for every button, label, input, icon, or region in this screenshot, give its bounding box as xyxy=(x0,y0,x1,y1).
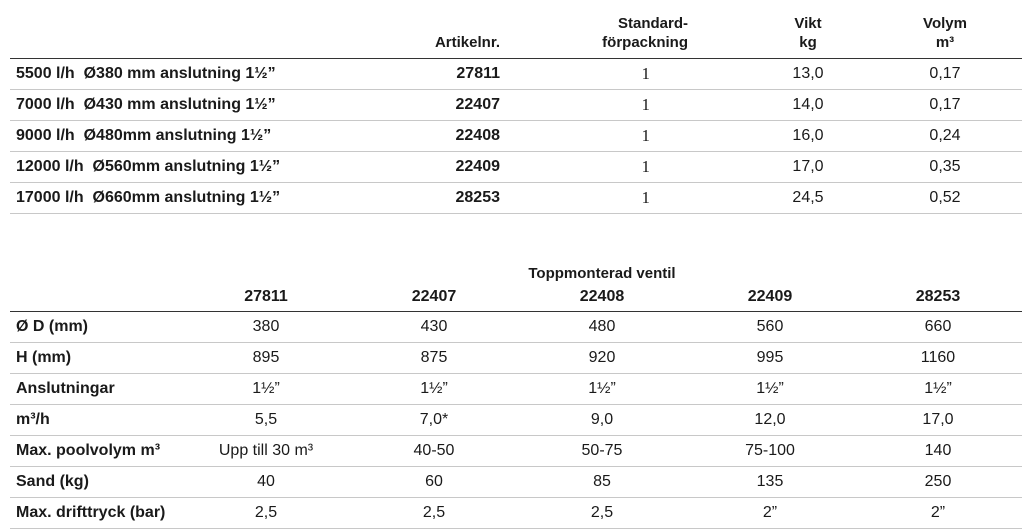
spec-value: 1½” xyxy=(518,374,686,405)
spec-value: 12,0 xyxy=(686,405,854,436)
spec-value: 135 xyxy=(686,467,854,498)
table-row xyxy=(10,312,1022,343)
artikelnr-header: Artikelnr. xyxy=(414,0,518,59)
row-label: m³/h xyxy=(10,405,182,436)
table-row xyxy=(10,343,1022,374)
spec-value: 560 xyxy=(686,312,854,343)
spec-value: 920 xyxy=(518,343,686,374)
article-number: 22409 xyxy=(414,152,518,183)
row-label: Ø D (mm) xyxy=(10,312,182,343)
standard-header xyxy=(518,0,748,59)
row-label: Sand (kg) xyxy=(10,467,182,498)
product-name: 17000 l/h Ø660mm anslutning 1½” xyxy=(10,183,414,214)
spec-value: 2,5 xyxy=(518,498,686,529)
table-row xyxy=(10,121,1022,152)
spec-value: 480 xyxy=(518,312,686,343)
table-row xyxy=(10,374,1022,405)
standard-header-line2: förpackning xyxy=(602,34,688,51)
article-number: 27811 xyxy=(414,59,518,90)
table-row xyxy=(10,498,1022,529)
volume: 0,17 xyxy=(868,90,1022,121)
spec-value: 40 xyxy=(182,467,350,498)
product-name: 12000 l/h Ø560mm anslutning 1½” xyxy=(10,152,414,183)
spec-value: 430 xyxy=(350,312,518,343)
standard-pack: 1 xyxy=(518,121,748,152)
vikt-header-line1: Vikt xyxy=(794,15,822,32)
volume: 0,35 xyxy=(868,152,1022,183)
spec-value: 1½” xyxy=(854,374,1022,405)
spec-value: 995 xyxy=(686,343,854,374)
spec-value: 40-50 xyxy=(350,436,518,467)
spec-value: 1½” xyxy=(350,374,518,405)
spec-value: 75-100 xyxy=(686,436,854,467)
row-label: Anslutningar xyxy=(10,374,182,405)
column-header: 28253 xyxy=(854,282,1022,312)
spec-value: 140 xyxy=(854,436,1022,467)
weight: 13,0 xyxy=(748,59,868,90)
standard-pack: 1 xyxy=(518,59,748,90)
specs-title-row xyxy=(10,256,1022,282)
spec-value: 9,0 xyxy=(518,405,686,436)
table-row xyxy=(10,467,1022,498)
spec-value: 85 xyxy=(518,467,686,498)
weight: 17,0 xyxy=(748,152,868,183)
table-row xyxy=(10,59,1022,90)
volym-header-line2: m³ xyxy=(935,34,955,51)
spec-value: 60 xyxy=(350,467,518,498)
article-number: 22408 xyxy=(414,121,518,152)
spec-value: 875 xyxy=(350,343,518,374)
volume: 0,24 xyxy=(868,121,1022,152)
spec-value: 380 xyxy=(182,312,350,343)
column-header: 22408 xyxy=(518,282,686,312)
spec-value: 250 xyxy=(854,467,1022,498)
article-number: 28253 xyxy=(414,183,518,214)
standard-header-line1: Standard- xyxy=(617,15,688,32)
column-header: 22407 xyxy=(350,282,518,312)
products-header-row xyxy=(10,0,1022,59)
product-name: 7000 l/h Ø430 mm anslutning 1½” xyxy=(10,90,414,121)
products-table xyxy=(10,0,1022,214)
spec-value: 1160 xyxy=(854,343,1022,374)
weight: 24,5 xyxy=(748,183,868,214)
spec-value: 50-75 xyxy=(518,436,686,467)
spec-value: 660 xyxy=(854,312,1022,343)
spec-value: 7,0* xyxy=(350,405,518,436)
product-name: 9000 l/h Ø480mm anslutning 1½” xyxy=(10,121,414,152)
standard-pack: 1 xyxy=(518,183,748,214)
column-header: 22409 xyxy=(686,282,854,312)
volym-header xyxy=(868,0,1022,59)
article-number: 22407 xyxy=(414,90,518,121)
table-row xyxy=(10,90,1022,121)
spec-value: 2,5 xyxy=(182,498,350,529)
specs-title: Toppmonterad ventil xyxy=(528,265,676,282)
specs-header-row xyxy=(10,282,1022,312)
volume: 0,52 xyxy=(868,183,1022,214)
spec-value: Upp till 30 m³ xyxy=(182,436,350,467)
spec-value: 5,5 xyxy=(182,405,350,436)
product-name: 5500 l/h Ø380 mm anslutning 1½” xyxy=(10,59,414,90)
volume: 0,17 xyxy=(868,59,1022,90)
row-label: Max. drifttryck (bar) xyxy=(10,498,182,529)
spec-value: 17,0 xyxy=(854,405,1022,436)
vikt-header xyxy=(748,0,868,59)
volym-header-line1: Volym xyxy=(923,15,967,32)
spec-value: 2,5 xyxy=(350,498,518,529)
weight: 14,0 xyxy=(748,90,868,121)
spec-value: 2” xyxy=(686,498,854,529)
vikt-header-line2: kg xyxy=(799,34,817,51)
product-header xyxy=(10,0,414,59)
table-row xyxy=(10,152,1022,183)
spec-value: 2” xyxy=(854,498,1022,529)
column-header: 27811 xyxy=(182,282,350,312)
weight: 16,0 xyxy=(748,121,868,152)
row-label: H (mm) xyxy=(10,343,182,374)
specs-table xyxy=(10,256,1022,529)
spec-value: 895 xyxy=(182,343,350,374)
spec-value: 1½” xyxy=(182,374,350,405)
table-row xyxy=(10,183,1022,214)
spec-value: 1½” xyxy=(686,374,854,405)
table-row xyxy=(10,436,1022,467)
standard-pack: 1 xyxy=(518,90,748,121)
table-row xyxy=(10,405,1022,436)
standard-pack: 1 xyxy=(518,152,748,183)
row-label: Max. poolvolym m³ xyxy=(10,436,182,467)
